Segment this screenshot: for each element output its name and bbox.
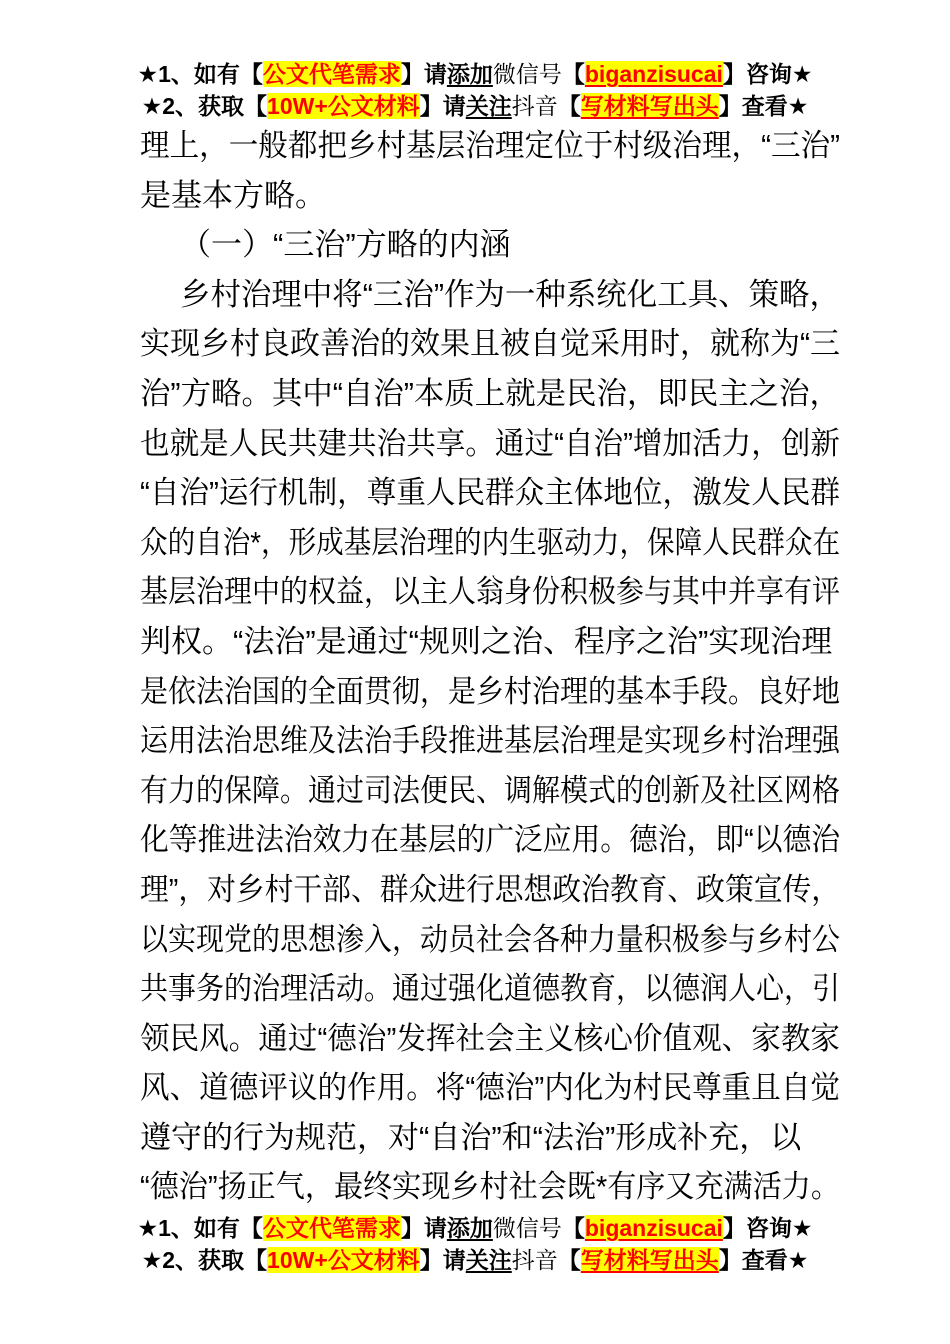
body-text-line: 乡村治理中将“三治”作为一种系统化工具、策略， (180, 276, 840, 312)
promo-text: ★2、获取【 (141, 93, 268, 119)
promo-text: 】请 (419, 1247, 466, 1273)
body-text-line: 有力的保障。通过司法便民、调解模式的创新及社区网格 (140, 772, 840, 808)
body-text-line: 理上，一般都把乡村基层治理定位于村级治理，“三治” (140, 128, 840, 163)
body-text-line: 治”方略。其中“自治”本质上就是民治，即民主之治， (140, 375, 840, 411)
promo-highlighted-text: 写材料写出头 (580, 1247, 719, 1273)
promo-text: 抖音 (511, 1247, 558, 1273)
promo-text: 】请 (419, 93, 466, 119)
body-text-line: 实现乡村良政善治的效果且被自觉采用时，就称为“三 (140, 326, 840, 362)
body-text-line: 基层治理中的权益，以主人翁身份积极参与其中并享有评 (140, 574, 840, 610)
body-text-line: 共事务的治理活动。通过强化道德教育，以德润人心，引 (140, 971, 840, 1007)
promo-highlighted-text: 10W+公文材料 (267, 1247, 420, 1273)
header-promo-line-2 (0, 90, 950, 122)
promo-text: 】请 (400, 1215, 447, 1241)
footer-promo-line-1 (0, 1212, 950, 1244)
body-text-line: “自治”运行机制，尊重人民群众主体地位，激发人民群 (140, 475, 840, 511)
body-text-line: 领民风。通过“德治”发挥社会主义核心价值观、家教家 (140, 1020, 840, 1056)
body-text-line: 是依法治国的全面贯彻，是乡村治理的基本手段。良好地 (140, 673, 840, 709)
promo-text: 】请 (400, 61, 447, 87)
body-text-line: 理”，对乡村干部、群众进行思想政治教育、政策宣传， (140, 871, 841, 907)
promo-highlighted-text: 公文代笔需求 (262, 61, 401, 87)
promo-text: 【 (557, 1247, 581, 1273)
body-text-line: 化等推进法治效力在基层的广泛应用。德治，即“以德治 (140, 822, 841, 858)
promo-text: 抖音 (511, 93, 558, 119)
promo-text: 添加 (446, 1215, 493, 1241)
body-text-line: 是基本方略。 (140, 177, 326, 213)
promo-highlighted-text: biganzisucai (584, 61, 723, 87)
promo-text: 】咨询★ (722, 1215, 813, 1241)
body-text-line: 众的自治*，形成基层治理的内生驱动力，保障人民群众在 (140, 524, 841, 560)
promo-highlighted-text: 写材料写出头 (580, 93, 719, 119)
header-promo-line-1 (0, 58, 950, 90)
promo-text: ★1、如有【 (137, 1215, 263, 1241)
body-text-line: 判权。“法治”是通过“规则之治、程序之治”实现治理 (140, 623, 833, 659)
promo-text: 】查看★ (718, 1247, 809, 1273)
body-text-line: 也就是人民共建共治共享。通过“自治”增加活力，创新 (140, 425, 840, 461)
header-promo-banner (0, 58, 950, 122)
promo-text: 添加 (446, 61, 493, 87)
body-text-line: 风、道德评议的作用。将“德治”内化为村民尊重且自觉 (140, 1070, 840, 1106)
footer-promo-banner (0, 1212, 950, 1276)
promo-highlighted-text: 公文代笔需求 (262, 1215, 401, 1241)
promo-text: 】咨询★ (722, 61, 813, 87)
footer-promo-line-2 (0, 1244, 950, 1276)
promo-text: 关注 (465, 93, 512, 119)
promo-text: 【 (561, 61, 585, 87)
body-text-line: “德治”扬正气，最终实现乡村社会既*有序又充满活力。 (140, 1169, 841, 1205)
promo-text: ★1、如有【 (137, 61, 263, 87)
promo-text: ★2、获取【 (141, 1247, 268, 1273)
promo-text: 【 (561, 1215, 585, 1241)
body-text-line: 遵守的行为规范，对“自治”和“法治”形成补充，以 (140, 1119, 802, 1155)
body-text-line: （一）“三治”方略的内涵 (180, 227, 511, 263)
document-body-text (140, 121, 840, 1212)
promo-text: 【 (557, 93, 581, 119)
promo-text: 关注 (465, 1247, 512, 1273)
body-text-line: 以实现党的思想渗入，动员社会各种力量积极参与乡村公 (140, 921, 840, 957)
promo-text: 微信号 (492, 61, 562, 87)
body-text-line: 运用法治思维及法治手段推进基层治理是实现乡村治理强 (140, 723, 840, 759)
promo-highlighted-text: biganzisucai (584, 1215, 723, 1241)
promo-text: 】查看★ (718, 93, 809, 119)
promo-text: 微信号 (492, 1215, 562, 1241)
promo-highlighted-text: 10W+公文材料 (267, 93, 420, 119)
